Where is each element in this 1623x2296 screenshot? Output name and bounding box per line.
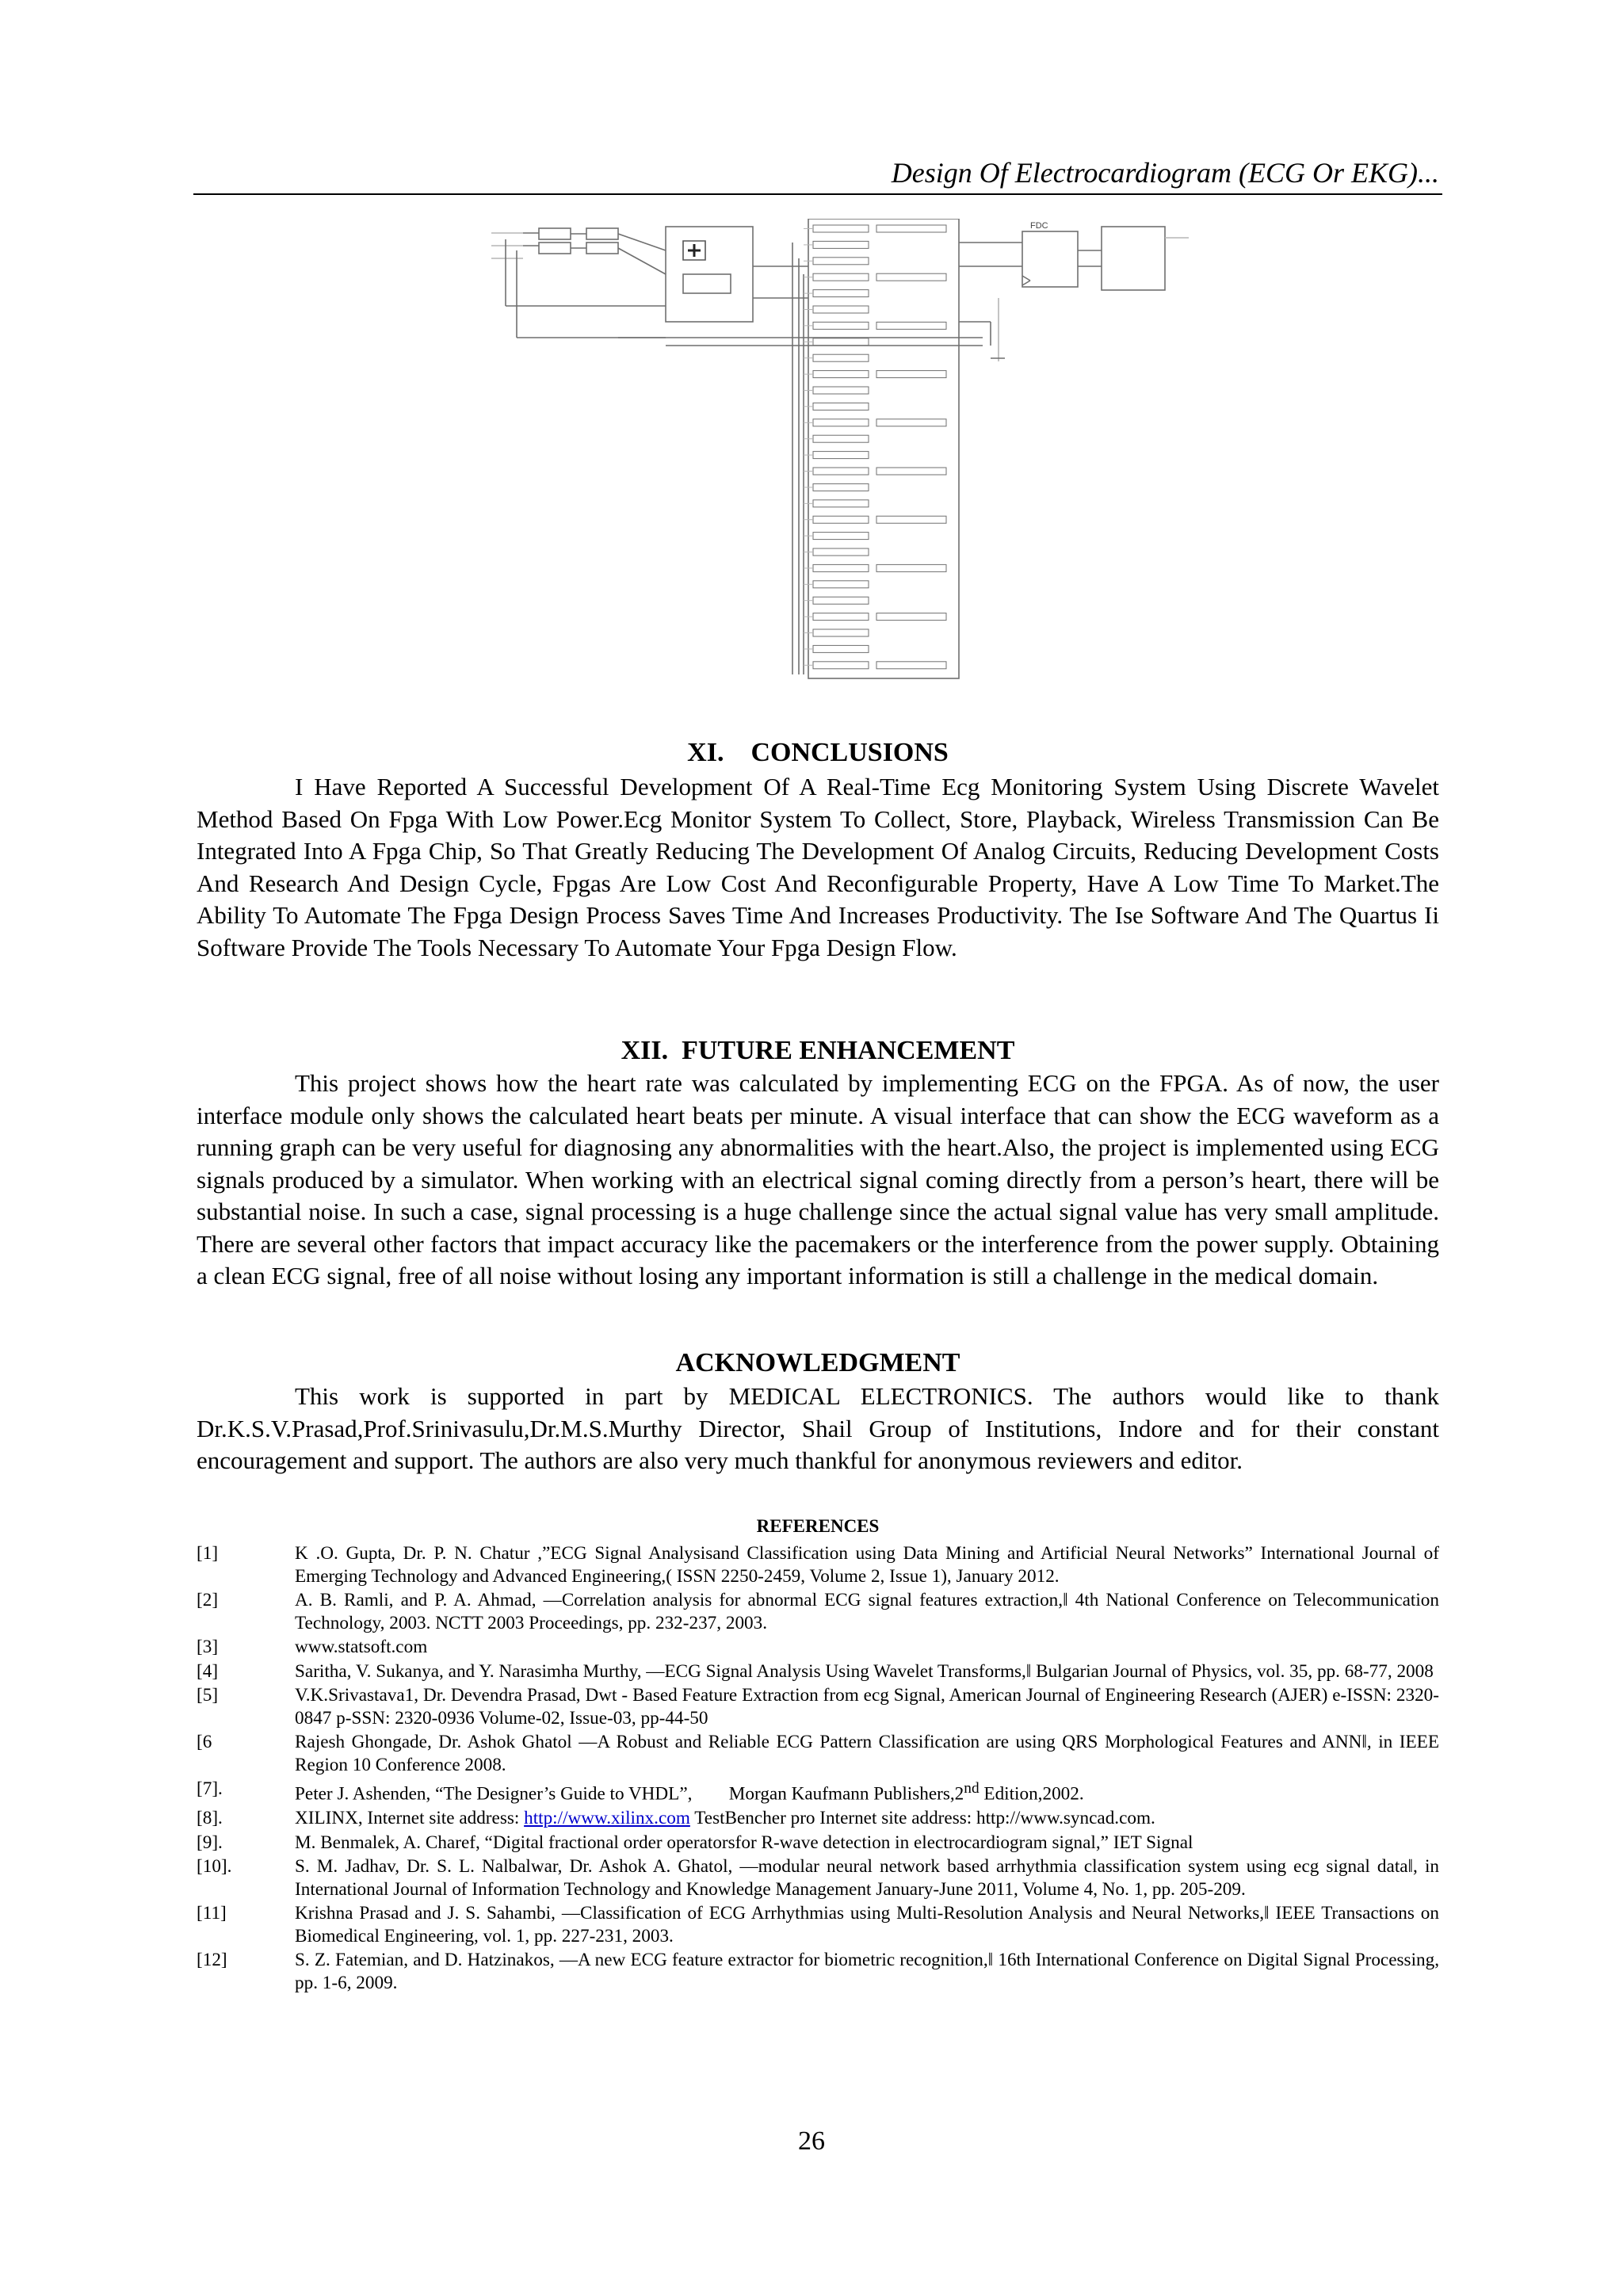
ordinal-superscript: nd	[964, 1780, 980, 1797]
reference-item	[197, 1731, 1439, 1776]
reference-text	[295, 1778, 1439, 1805]
register-cell	[813, 371, 869, 378]
reference-text: M. Benmalek, A. Charef, “Digital fractional order operatorsfor R-wave detection in electrocardiogram signal,” IET Signal	[295, 1832, 1193, 1853]
register-cell	[813, 290, 869, 297]
reference-number: [8].	[197, 1808, 223, 1829]
rtl-schematic-figure	[475, 219, 1189, 686]
register-cell	[813, 500, 869, 507]
register-cell	[813, 564, 869, 571]
register-cell	[813, 581, 869, 588]
conclusions-heading: XI. CONCLUSIONS	[687, 738, 949, 767]
reference-text: V.K.Srivastava1, Dr. Devendra Prasad, Dwt - Based Feature Extraction from ecg Signal, American Journal of Engineering Research (AJER) e-ISSN: 2320-0847 p-SSN: 2320-0936 Volume-02, Issue-03, pp-44-50	[295, 1685, 1439, 1729]
page-number: 26	[798, 2126, 825, 2156]
register-cell	[813, 662, 869, 669]
reference-number: [5]	[197, 1685, 219, 1706]
register-cell	[876, 225, 946, 232]
reference-number: [1]	[197, 1543, 219, 1564]
register-cell	[813, 354, 869, 361]
acknowledgment-body: This work is supported in part by MEDICAL ELECTRONICS. The authors would like to thank Dr.K.S.V.Prasad,Prof.Srinivasulu,Dr.M.S.Murthy Director, Shail Group of Institutions, Indore and for their constant encouragement and support. The authors are also very much thankful for anonymous reviewers and editor.	[197, 1382, 1439, 1474]
reference-item	[197, 1684, 1439, 1729]
reference-item	[197, 1542, 1439, 1587]
reference-number: [11]	[197, 1903, 227, 1924]
register-cell	[813, 468, 869, 475]
register-cell	[876, 613, 946, 621]
register-cell	[813, 322, 869, 329]
register-cell	[813, 516, 869, 523]
register-cell	[813, 548, 869, 556]
reference-text: www.statsoft.com	[295, 1637, 428, 1657]
register-cell	[813, 387, 869, 394]
reference-text: K .O. Gupta, Dr. P. N. Chatur ,”ECG Signal Analysisand Classification using Data Mining and Artificial Neural Networks” International Journal of Emerging Technology and Advanced Engineering,( ISSN 2250-2459, Volume 2, Issue 1), January 2012.	[295, 1543, 1439, 1587]
xilinx-link[interactable]: http://www.xilinx.com	[524, 1808, 690, 1829]
reference-text	[295, 1807, 1439, 1830]
reference-text: S. Z. Fatemian, and D. Hatzinakos, ―A new ECG feature extractor for biometric recognition,‖ 16th International Conference on Digital Signal Processing, pp. 1-6, 2009.	[295, 1950, 1439, 1993]
references-heading: REFERENCES	[756, 1516, 880, 1536]
future-enhancement-heading: XII. FUTURE ENHANCEMENT	[621, 1036, 1015, 1065]
running-title: Design Of Electrocardiogram (ECG Or EKG)...	[891, 157, 1439, 189]
reference-text-part: Peter J. Ashenden, “The Designer’s Guide to VHDL”, Morgan Kaufmann Publishers,2	[295, 1783, 964, 1805]
reference-text: Rajesh Ghongade, Dr. Ashok Ghatol ―A Robust and Reliable ECG Pattern Classification are using QRS Morphological Features and ANN‖, in IEEE Region 10 Conference 2008.	[295, 1732, 1439, 1775]
reference-text: S. M. Jadhav, Dr. S. L. Nalbalwar, Dr. Ashok A. Ghatol, ―modular neural network based arrhythmia classification system using ecg signal data‖, in International Journal of Information Technology and Knowledge Management January-June 2011, Volume 4, No. 1, pp. 205-209.	[295, 1856, 1439, 1900]
reference-number: [12]	[197, 1950, 227, 1971]
reference-item	[197, 1589, 1439, 1634]
register-cell	[813, 273, 869, 281]
acknowledgment-heading: ACKNOWLEDGMENT	[675, 1348, 960, 1377]
reference-item	[197, 1855, 1439, 1901]
reference-text: Saritha, V. Sukanya, and Y. Narasimha Murthy, ―ECG Signal Analysis Using Wavelet Transforms,‖ Bulgarian Journal of Physics, vol. 35, pp. 68-77, 2008	[295, 1660, 1434, 1682]
register-cell	[876, 273, 946, 281]
register-cell	[876, 468, 946, 475]
reference-item	[197, 1832, 1439, 1855]
fdc-label: FDC	[1030, 221, 1048, 231]
register-cell	[813, 613, 869, 621]
register-cell	[813, 483, 869, 491]
reference-item	[197, 1902, 1439, 1947]
reference-text-part: XILINX, Internet site address:	[295, 1808, 525, 1829]
register-cell	[813, 306, 869, 313]
register-cell	[813, 452, 869, 459]
register-cell	[813, 225, 869, 232]
reference-number: [9].	[197, 1832, 223, 1853]
reference-number: [3]	[197, 1637, 219, 1657]
header-rule	[193, 193, 1442, 195]
register-cell	[876, 564, 946, 571]
reference-text-part: Edition,2002.	[979, 1783, 1084, 1805]
register-cell	[876, 419, 946, 426]
reference-item	[197, 1660, 1439, 1683]
reference-text: Krishna Prasad and J. S. Sahambi, ―Classification of ECG Arrhythmias using Multi-Resolution Analysis and Neural Networks,‖ IEEE Transactions on Biomedical Engineering, vol. 1, pp. 227-231, 2003.	[295, 1903, 1439, 1946]
reference-item	[197, 1807, 1439, 1830]
register-cell	[813, 403, 869, 410]
register-cell	[813, 435, 869, 442]
reference-item	[197, 1778, 1439, 1805]
register-cell	[813, 419, 869, 426]
reference-item	[197, 1949, 1439, 1994]
register-cell	[876, 662, 946, 669]
register-cell	[813, 241, 869, 248]
register-cell	[813, 258, 869, 265]
reference-number: [6	[197, 1732, 212, 1752]
register-cell	[813, 645, 869, 652]
register-cell	[813, 597, 869, 604]
reference-number: [2]	[197, 1590, 219, 1610]
register-cell	[876, 371, 946, 378]
future-enhancement-body: This project shows how the heart rate was calculated by implementing ECG on the FPGA. As of now, the user interface module only shows the calculated heart beats per minute. A visual interface that can show the ECG waveform as a running graph can be very useful for diagnosing any abnormalities with the heart.Also, the project is implemented using ECG signals produced by a simulator. When working with an electrical signal coming directly from a person’s heart, there will be substantial noise. In such a case, signal processing is a huge challenge since the actual signal value has very small amplitude. There are several other factors that impact accuracy like the pacemakers or the interference from the power supply. Obtaining a clean ECG signal, free of all noise without losing any important information is still a challenge in the medical domain.	[197, 1069, 1439, 1289]
reference-number: [4]	[197, 1660, 219, 1682]
register-cell	[876, 516, 946, 523]
register-cell	[813, 629, 869, 636]
reference-list	[197, 1542, 1439, 1996]
conclusions-body: I Have Reported A Successful Development Of A Real-Time Ecg Monitoring System Using Discrete Wavelet Method Based On Fpga With Low Power.Ecg Monitor System To Collect, Store, Playback, Wireless Transmission Can Be Integrated Into A Fpga Chip, So That Greatly Reducing The Development Of Analog Circuits, Reducing Development Costs And Research And Design Cycle, Fpgas Are Low Cost And Reconfigurable Property, Have A Low Time To Market.The Ability To Automate The Fpga Design Process Saves Time And Increases Productivity. The Ise Software And The Quartus Ii Software Provide The Tools Necessary To Automate Your Fpga Design Flow.	[197, 773, 1439, 961]
reference-number: [7].	[197, 1778, 223, 1799]
reference-text-part: TestBencher pro Internet site address: http://www.syncad.com.	[689, 1808, 1155, 1829]
register-cell	[876, 322, 946, 329]
reference-item	[197, 1636, 1439, 1659]
register-cell	[813, 533, 869, 540]
register-cell	[813, 338, 869, 346]
reference-text: A. B. Ramli, and P. A. Ahmad, ―Correlation analysis for abnormal ECG signal features extraction,‖ 4th National Conference on Telecommunication Technology, 2003. NCTT 2003 Proceedings, pp. 232-237, 2003.	[295, 1590, 1439, 1633]
reference-number: [10].	[197, 1856, 232, 1878]
